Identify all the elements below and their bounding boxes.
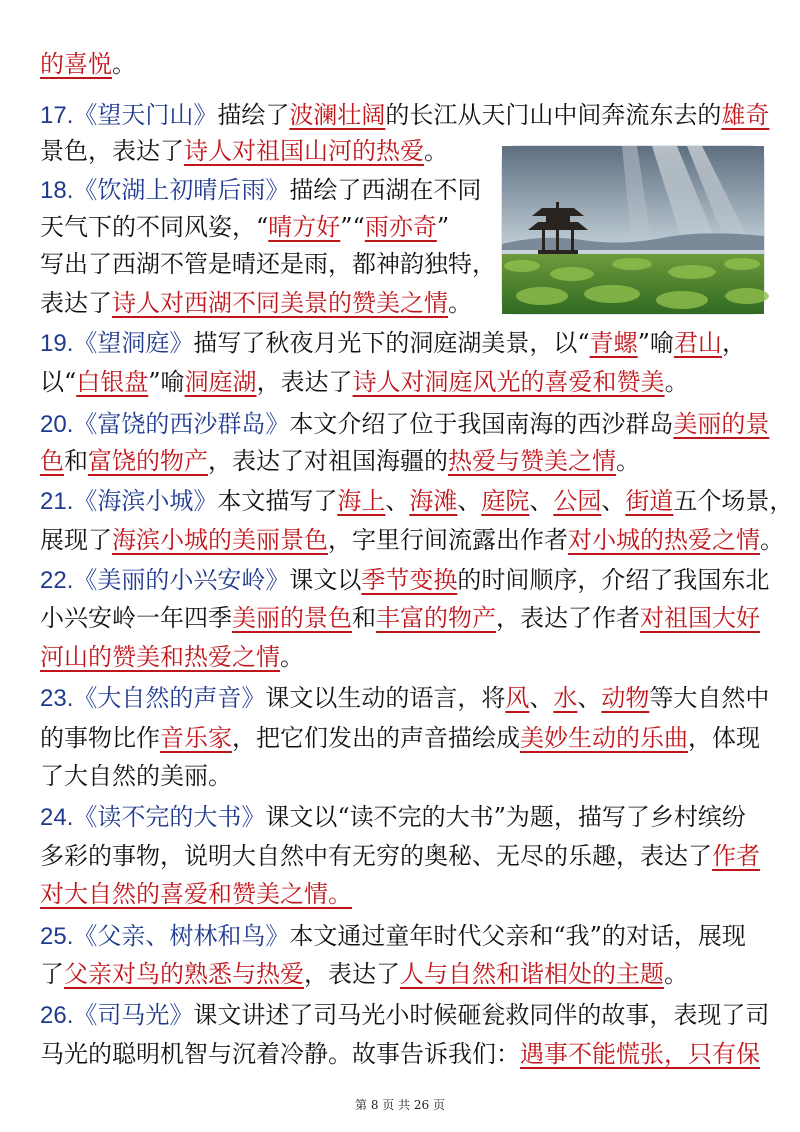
lesson-title: 《饮湖上初晴后雨》 bbox=[73, 176, 290, 204]
highlighted-text: 海滩 bbox=[409, 487, 458, 515]
text-segment: 。 bbox=[616, 447, 640, 475]
item-number: 24. bbox=[40, 804, 74, 831]
text-segment: ”喻 bbox=[637, 329, 674, 357]
text-line bbox=[40, 916, 766, 956]
text-line bbox=[40, 874, 766, 914]
text-segment: 的长江从天门山中间奔流东去的 bbox=[385, 101, 722, 129]
text-line bbox=[40, 718, 766, 758]
text-segment: 展现了 bbox=[40, 526, 112, 554]
highlighted-text: 街道 bbox=[625, 487, 674, 515]
lesson-title: 《美丽的小兴安岭》 bbox=[73, 566, 290, 594]
text-line bbox=[40, 95, 770, 135]
highlighted-text: 对祖国大好 bbox=[640, 604, 760, 632]
text-line bbox=[40, 207, 490, 247]
text-segment: 课文以 bbox=[289, 566, 362, 594]
west-lake-photo bbox=[502, 146, 764, 314]
text-segment: 表达了 bbox=[40, 289, 112, 317]
highlighted-text: 诗人对祖国山河的热爱 bbox=[184, 137, 424, 165]
text-segment: 的时间顺序，介绍了我国东北 bbox=[457, 566, 770, 594]
lesson-title: 《望洞庭》 bbox=[73, 329, 194, 357]
text-segment: ，表达了 bbox=[304, 960, 400, 988]
highlighted-text: 丰富的物产 bbox=[376, 604, 496, 632]
highlighted-text: 洞庭湖 bbox=[184, 368, 257, 396]
text-segment: 、 bbox=[529, 487, 554, 515]
text-segment: ，表达了 bbox=[256, 368, 353, 396]
highlighted-text: 遇事不能慌张，只有保 bbox=[520, 1040, 760, 1068]
text-line bbox=[40, 441, 766, 481]
text-line bbox=[40, 756, 766, 796]
text-segment: ，表达了作者 bbox=[496, 604, 640, 632]
item-number: 23. bbox=[40, 685, 74, 712]
text-segment: 小兴安岭一年四季 bbox=[40, 604, 232, 632]
text-segment: 以“ bbox=[40, 368, 77, 396]
highlighted-text: 河山的赞美和热爱之情 bbox=[40, 643, 280, 671]
text-line bbox=[40, 678, 770, 718]
text-line bbox=[40, 170, 490, 210]
text-segment: 本文描写了 bbox=[217, 487, 338, 515]
highlighted-text: 海滨小城的美丽景色 bbox=[112, 526, 328, 554]
page-number: 第 8 页 共 26 页 bbox=[355, 1098, 445, 1112]
text-segment: ，表达了对祖国海疆的 bbox=[208, 447, 448, 475]
text-segment: 多彩的事物，说明大自然中有无穷的奥秘、无尽的乐趣，表达了 bbox=[40, 842, 712, 870]
text-segment: 了大自然的美丽。 bbox=[40, 762, 232, 790]
text-line bbox=[40, 362, 766, 402]
text-segment: 。 bbox=[112, 50, 136, 78]
highlighted-text: 晴方好 bbox=[268, 213, 341, 241]
highlighted-text: 父亲对鸟的熟悉与热爱 bbox=[64, 960, 304, 988]
text-line bbox=[40, 637, 766, 677]
item-number: 21. bbox=[40, 488, 74, 515]
text-segment: 本文介绍了位于我国南海的西沙群岛 bbox=[289, 410, 674, 438]
text-line bbox=[40, 283, 490, 323]
highlighted-text: 诗人对西湖不同美景的赞美之情 bbox=[112, 289, 448, 317]
lesson-title: 《望天门山》 bbox=[73, 101, 218, 129]
text-segment: 。 bbox=[448, 289, 472, 317]
text-segment: ，字里行间流露出作者 bbox=[328, 526, 568, 554]
text-segment: 课文以“读不完的大书”为题，描写了乡村缤纷 bbox=[265, 803, 746, 831]
highlighted-text: 白银盘 bbox=[76, 368, 149, 396]
highlighted-text: 诗人对洞庭风光的喜爱和赞美 bbox=[352, 368, 665, 396]
highlighted-text: 美丽的景 bbox=[673, 410, 770, 438]
text-line bbox=[40, 954, 766, 994]
highlighted-text: 风 bbox=[505, 684, 530, 712]
text-segment: 课文以生动的语言，将 bbox=[265, 684, 506, 712]
lesson-title: 《父亲、树林和鸟》 bbox=[73, 922, 290, 950]
highlighted-text: 波澜壮阔 bbox=[289, 101, 386, 129]
text-segment: 和 bbox=[352, 604, 376, 632]
text-segment: 马光的聪明机智与沉着冷静。故事告诉我们： bbox=[40, 1040, 520, 1068]
text-line bbox=[40, 520, 784, 560]
text-segment: ，把它们发出的声音描绘成 bbox=[232, 724, 520, 752]
highlighted-text: 人与自然和谐相处的主题 bbox=[400, 960, 664, 988]
text-line bbox=[40, 797, 766, 837]
text-line bbox=[40, 404, 770, 444]
text-segment: 等大自然中 bbox=[649, 684, 770, 712]
lesson-title: 《大自然的声音》 bbox=[73, 684, 266, 712]
text-segment: 。 bbox=[424, 137, 448, 165]
text-line bbox=[40, 481, 794, 521]
highlighted-text: 对大自然的喜爱和赞美之情。 bbox=[40, 880, 352, 908]
text-segment: 景色，表达了 bbox=[40, 137, 184, 165]
text-segment: 。 bbox=[664, 368, 689, 396]
text-segment: 了 bbox=[40, 960, 64, 988]
highlighted-text: 音乐家 bbox=[160, 724, 232, 752]
highlighted-text: 海上 bbox=[337, 487, 386, 515]
text-line bbox=[40, 995, 770, 1035]
lesson-title: 《司马光》 bbox=[73, 1001, 194, 1029]
text-segment: ，体现 bbox=[688, 724, 760, 752]
highlighted-text: 的喜悦 bbox=[40, 50, 112, 78]
highlighted-text: 季节变换 bbox=[361, 566, 458, 594]
text-segment: 写出了西湖不管是晴还是雨，都神韵独特， bbox=[40, 250, 496, 278]
pavilion-lotus-image bbox=[502, 146, 764, 314]
highlighted-text: 雨亦奇 bbox=[364, 213, 437, 241]
item-number: 25. bbox=[40, 923, 74, 950]
item-number: 19. bbox=[40, 330, 74, 357]
highlighted-text: 公园 bbox=[553, 487, 602, 515]
highlighted-text: 富饶的物产 bbox=[88, 447, 208, 475]
text-segment: 。 bbox=[664, 960, 688, 988]
text-segment: 的事物比作 bbox=[40, 724, 160, 752]
text-segment: 和 bbox=[64, 447, 88, 475]
highlighted-text: 色 bbox=[40, 447, 64, 475]
text-segment: 描绘了西湖在不同 bbox=[289, 176, 482, 204]
highlighted-text: 雄奇 bbox=[721, 101, 770, 129]
text-segment: 、 bbox=[385, 487, 410, 515]
text-line bbox=[40, 836, 766, 876]
text-line bbox=[40, 560, 770, 600]
text-segment: ”“ bbox=[340, 213, 365, 241]
text-segment: 五个场景， bbox=[673, 487, 794, 515]
text-segment: 、 bbox=[601, 487, 626, 515]
text-line bbox=[40, 323, 766, 363]
item-number: 17. bbox=[40, 102, 74, 129]
text-segment: ”喻 bbox=[148, 368, 185, 396]
lesson-title: 《读不完的大书》 bbox=[73, 803, 266, 831]
text-segment: 本文通过童年时代父亲和“我”的对话，展现 bbox=[289, 922, 746, 950]
text-line bbox=[40, 44, 766, 84]
highlighted-text: 对小城的热爱之情 bbox=[568, 526, 760, 554]
text-segment: ， bbox=[721, 329, 746, 357]
highlighted-text: 作者 bbox=[712, 842, 760, 870]
text-segment: 课文讲述了司马光小时候砸瓮救同伴的故事，表现了司 bbox=[193, 1001, 770, 1029]
item-number: 20. bbox=[40, 411, 74, 438]
text-segment: 、 bbox=[529, 684, 554, 712]
text-segment: 、 bbox=[577, 684, 602, 712]
item-number: 22. bbox=[40, 567, 74, 594]
highlighted-text: 青螺 bbox=[589, 329, 638, 357]
text-segment: 描写了秋夜月光下的洞庭湖美景，以“ bbox=[193, 329, 590, 357]
highlighted-text: 美丽的景色 bbox=[232, 604, 352, 632]
highlighted-text: 庭院 bbox=[481, 487, 530, 515]
item-number: 26. bbox=[40, 1002, 74, 1029]
highlighted-text: 热爱与赞美之情 bbox=[448, 447, 616, 475]
lesson-title: 《富饶的西沙群岛》 bbox=[73, 410, 290, 438]
text-segment: 、 bbox=[457, 487, 482, 515]
lesson-title: 《海滨小城》 bbox=[73, 487, 218, 515]
highlighted-text: 动物 bbox=[601, 684, 650, 712]
highlighted-text: 君山 bbox=[673, 329, 722, 357]
text-segment: 。 bbox=[760, 526, 784, 554]
highlighted-text: 水 bbox=[553, 684, 578, 712]
text-line bbox=[40, 598, 766, 638]
text-segment: ” bbox=[436, 213, 450, 241]
highlighted-text: 美妙生动的乐曲 bbox=[520, 724, 688, 752]
text-segment: 描绘了 bbox=[217, 101, 290, 129]
item-number: 18. bbox=[40, 177, 74, 204]
text-segment: 。 bbox=[280, 643, 304, 671]
text-line bbox=[40, 244, 496, 284]
text-segment: 天气下的不同风姿，“ bbox=[40, 213, 269, 241]
text-line bbox=[40, 1034, 766, 1074]
